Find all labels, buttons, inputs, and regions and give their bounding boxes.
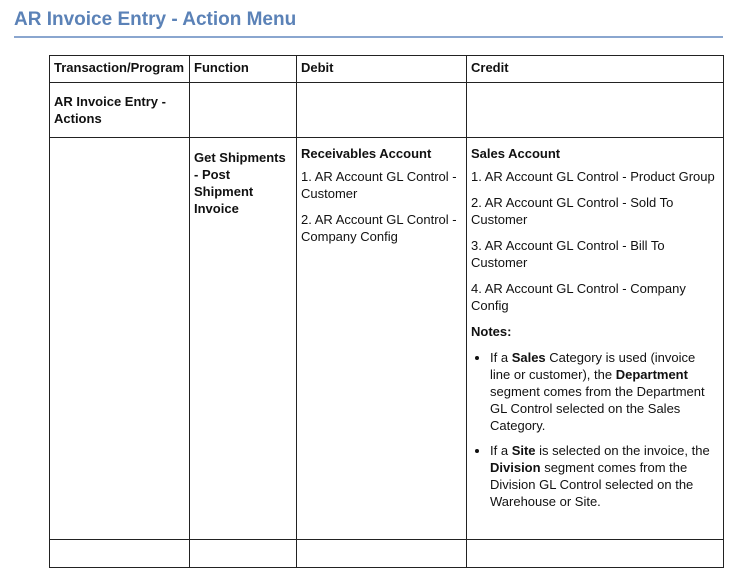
empty-cell (190, 540, 297, 568)
empty-cell (190, 83, 297, 138)
empty-cell (297, 83, 467, 138)
table-row-section (50, 83, 724, 138)
column-header-debit: Debit (297, 56, 467, 83)
column-header-transaction: Transaction/Program (50, 56, 190, 83)
empty-cell (467, 83, 724, 138)
debit-heading: Receivables Account (301, 146, 432, 161)
credit-item: 3. AR Account GL Control - Bill To Customer (471, 238, 665, 270)
note-item: • If a Sales Category is used (invoice line or customer), the Department segment comes from the Department GL Control selected on the Sales Category. (490, 349, 719, 434)
credit-item: 1. AR Account GL Control - Product Group (471, 169, 715, 184)
notes-list (471, 349, 719, 510)
empty-cell (50, 138, 190, 540)
table-row-continued (50, 540, 724, 568)
empty-cell (50, 540, 190, 568)
notes-label: Notes: (471, 324, 512, 339)
empty-cell (467, 540, 724, 568)
column-header-function: Function (190, 56, 297, 83)
credit-cell (467, 138, 724, 540)
function-name: Get Shipments - Post Shipment Invoice (194, 150, 286, 216)
note-item: • If a Site is selected on the invoice, the Division segment comes from the Division GL Control selected on the Warehouse or Site. (490, 442, 719, 510)
program-name: AR Invoice Entry - Actions (54, 94, 166, 126)
table-header-row (50, 56, 724, 83)
gl-account-table (49, 55, 724, 568)
credit-item: 4. AR Account GL Control - Company Config (471, 281, 686, 313)
empty-cell (297, 540, 467, 568)
function-cell (190, 138, 297, 540)
credit-heading: Sales Account (471, 146, 561, 161)
table-row-entry (50, 138, 724, 540)
debit-cell (297, 138, 467, 540)
credit-item: 2. AR Account GL Control - Sold To Customer (471, 195, 674, 227)
column-header-credit: Credit (467, 56, 724, 83)
page-title: AR Invoice Entry - Action Menu (14, 8, 723, 38)
program-cell (50, 83, 190, 138)
debit-item: 2. AR Account GL Control - Company Config (301, 212, 457, 244)
debit-item: 1. AR Account GL Control - Customer (301, 169, 457, 201)
